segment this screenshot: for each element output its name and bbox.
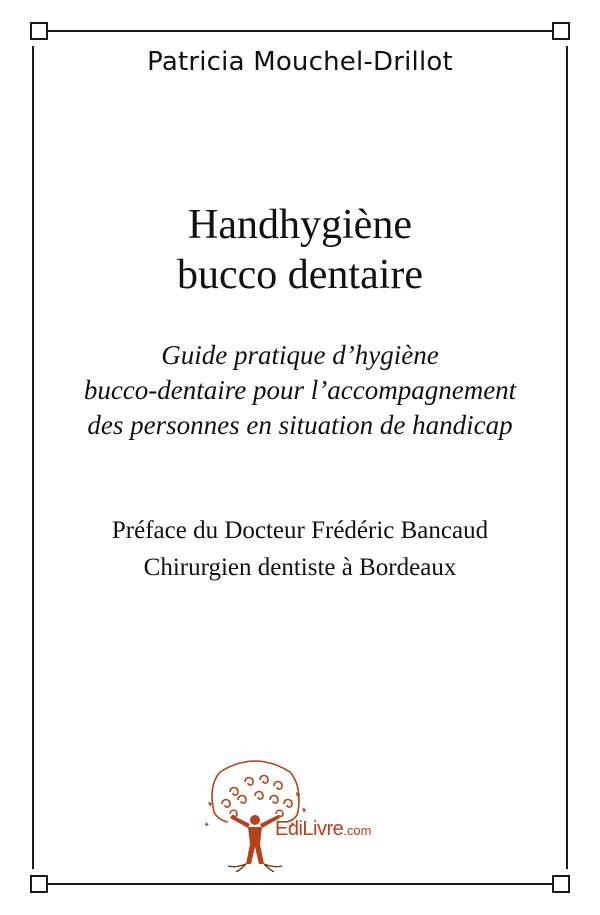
author-name: Patricia Mouchel-Drillot [147,47,453,77]
book-subtitle-line-2: bucco-dentaire pour l’accompagnement [83,375,517,405]
publisher-logo [200,752,400,872]
tree-figure-logo-icon [200,752,310,872]
publisher-name-main: EdiLivre [275,818,344,840]
publisher-name-suffix: .com [343,823,372,838]
frame-corner-bottom-right [552,875,570,893]
frame-bottom-line [46,883,554,885]
frame-top-line [46,30,554,32]
book-title-line-1: Handhygiène [188,202,412,248]
preface-line-1: Préface du Docteur Frédéric Bancaud [111,517,489,544]
publisher-name [275,818,371,841]
book-subtitle-line-3: des personnes en situation de handicap [87,410,513,440]
book-subtitle-line-1: Guide pratique d’hygiène [161,340,439,370]
frame-corner-bottom-left [30,875,48,893]
frame-left-line [32,46,34,869]
preface-credit [0,512,600,586]
book-title-line-2: bucco dentaire [176,252,424,298]
book-subtitle [0,338,600,443]
book-title [0,200,600,300]
frame-right-line [566,46,568,869]
frame-corner-top-left [30,22,48,40]
frame-corner-top-right [552,22,570,40]
preface-line-2: Chirurgien dentiste à Bordeaux [143,554,457,581]
